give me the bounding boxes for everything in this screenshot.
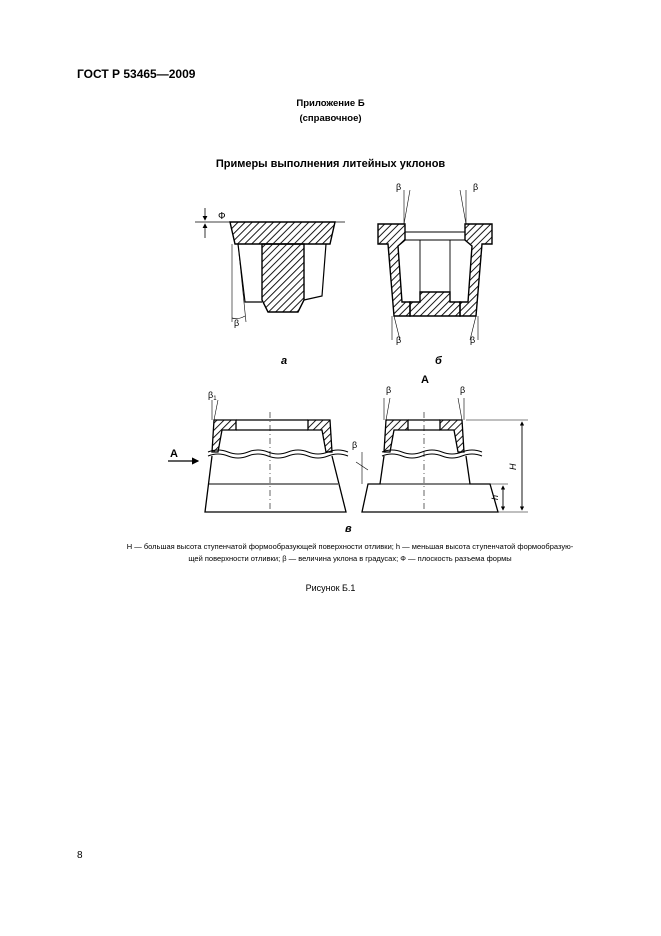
figure-legend [70, 541, 630, 565]
boss-section [262, 244, 304, 312]
appendix-title: Приложение Б [296, 98, 365, 109]
label-dim-h: h [490, 494, 500, 500]
label-beta-v-left: β [386, 385, 392, 395]
label-beta-b-top-right: β [473, 182, 479, 192]
beta-slope-line [238, 244, 246, 322]
document-code: ГОСТ Р 53465—2009 [77, 67, 196, 81]
figure-title: Примеры выполнения литейных уклонов [215, 158, 446, 170]
right-wall-section [460, 224, 492, 316]
right-rim-section [308, 420, 332, 452]
figure-v-right [352, 374, 528, 512]
label-beta-a: β [234, 318, 240, 328]
bottom-section [410, 292, 460, 316]
label-phi: Ф [218, 211, 226, 222]
inner-lines [405, 232, 465, 292]
label-view-a: А [421, 374, 429, 386]
legend-line-1: H — большая высота ступенчатой формообразующей поверхности отливки; h — меньшая высота ступенчатой формообразую- [126, 542, 574, 551]
label-beta-b-bottom-left: β [396, 335, 402, 345]
figure-b [378, 182, 492, 367]
figure-caption: Рисунок Б.1 [305, 583, 356, 593]
label-view-arrow-a: А [170, 448, 178, 460]
label-beta-b-bottom-right: β [470, 335, 476, 345]
sublabel-v: в [345, 523, 352, 535]
sublabel-a: а [281, 355, 288, 367]
figure-a [195, 208, 345, 367]
label-beta-b-top-left: β [396, 182, 402, 192]
label-beta1: $\beta_1$ [208, 390, 217, 402]
page-number: 8 [77, 850, 83, 861]
appendix-subtitle: (справочное) [299, 113, 362, 124]
legend-line-2: щей поверхности отливки; β — величина уклона в градусах; Ф — плоскость разъема формы [188, 554, 512, 563]
left-rim-section [212, 420, 236, 452]
label-beta-v-right: β [460, 385, 466, 395]
sublabel-b: б [435, 355, 442, 367]
label-beta-v-step: β [352, 440, 358, 450]
figure-v-left [168, 390, 348, 512]
left-wall-section [378, 224, 410, 316]
flange-section [230, 222, 335, 244]
label-dim-H: H [508, 463, 518, 470]
